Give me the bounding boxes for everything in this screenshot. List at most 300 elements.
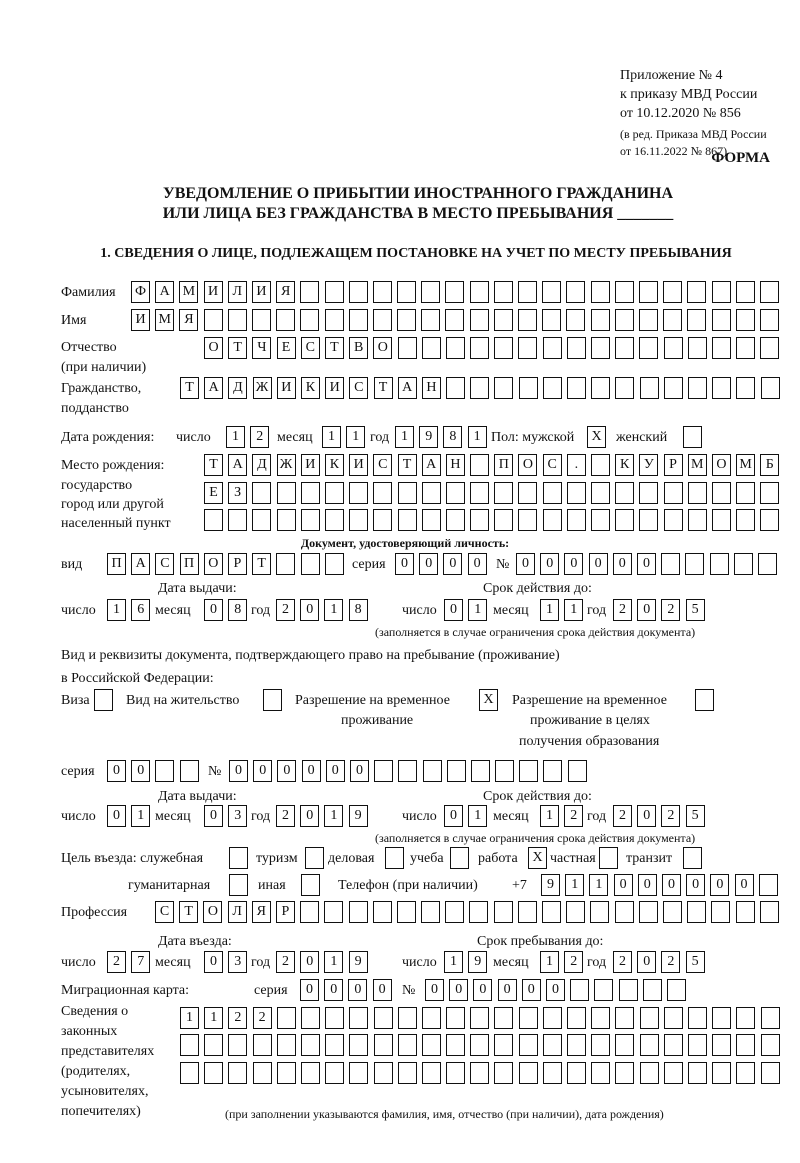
char-cell[interactable]: 0 (204, 951, 223, 973)
char-cell[interactable] (494, 1007, 513, 1029)
char-cell[interactable] (736, 901, 755, 923)
char-cell[interactable]: 1 (324, 805, 343, 827)
char-cell[interactable] (494, 377, 513, 399)
id-valid-day-field[interactable] (444, 599, 492, 621)
char-cell[interactable] (712, 337, 731, 359)
char-cell[interactable] (494, 482, 513, 504)
char-cell[interactable] (470, 482, 489, 504)
stay-until-year-field[interactable] (613, 951, 710, 973)
char-cell[interactable] (640, 1062, 659, 1084)
char-cell[interactable] (373, 309, 392, 331)
purpose-tourism-checkbox[interactable] (305, 847, 324, 869)
char-cell[interactable]: Р (276, 901, 295, 923)
profession-field[interactable] (155, 901, 784, 923)
char-cell[interactable] (180, 760, 199, 782)
char-cell[interactable] (639, 337, 658, 359)
char-cell[interactable] (301, 1062, 320, 1084)
char-cell[interactable]: 0 (637, 951, 656, 973)
char-cell[interactable] (494, 281, 513, 303)
char-cell[interactable]: 1 (589, 874, 608, 896)
char-cell[interactable]: 2 (253, 1007, 272, 1029)
char-cell[interactable] (422, 509, 441, 531)
char-cell[interactable] (542, 901, 561, 923)
char-cell[interactable]: 0 (498, 979, 517, 1001)
char-cell[interactable] (373, 901, 392, 923)
char-cell[interactable] (373, 482, 392, 504)
char-cell[interactable]: 5 (686, 805, 705, 827)
char-cell[interactable] (519, 1034, 538, 1056)
char-cell[interactable] (180, 1034, 199, 1056)
char-cell[interactable] (470, 509, 489, 531)
char-cell[interactable]: 9 (468, 951, 487, 973)
char-cell[interactable] (567, 1007, 586, 1029)
id-issue-day-field[interactable] (107, 599, 155, 621)
char-cell[interactable]: М (736, 454, 755, 476)
char-cell[interactable] (688, 482, 707, 504)
char-cell[interactable] (398, 482, 417, 504)
stay-valid-day-field[interactable] (444, 805, 492, 827)
char-cell[interactable]: Б (760, 454, 779, 476)
char-cell[interactable] (712, 482, 731, 504)
char-cell[interactable]: Ч (252, 337, 271, 359)
char-cell[interactable] (277, 1034, 296, 1056)
char-cell[interactable]: 1 (346, 426, 365, 448)
char-cell[interactable]: 2 (564, 951, 583, 973)
id-valid-year-field[interactable] (613, 599, 710, 621)
char-cell[interactable] (591, 509, 610, 531)
char-cell[interactable]: Ф (131, 281, 150, 303)
char-cell[interactable]: 2 (228, 1007, 247, 1029)
char-cell[interactable] (301, 1034, 320, 1056)
char-cell[interactable] (639, 281, 658, 303)
surname-field[interactable] (131, 281, 784, 303)
char-cell[interactable]: 8 (349, 599, 368, 621)
char-cell[interactable] (398, 1034, 417, 1056)
char-cell[interactable]: 0 (613, 553, 632, 575)
char-cell[interactable]: 0 (564, 553, 583, 575)
char-cell[interactable]: 5 (686, 951, 705, 973)
char-cell[interactable] (615, 482, 634, 504)
birth-place-field-2[interactable] (204, 482, 785, 504)
char-cell[interactable] (397, 281, 416, 303)
char-cell[interactable]: 0 (686, 874, 705, 896)
char-cell[interactable] (519, 1062, 538, 1084)
purpose-private-checkbox[interactable] (599, 847, 618, 869)
char-cell[interactable] (422, 337, 441, 359)
char-cell[interactable] (543, 760, 562, 782)
char-cell[interactable] (300, 281, 319, 303)
patronymic-field[interactable] (204, 337, 785, 359)
char-cell[interactable] (494, 1034, 513, 1056)
stay-number-field[interactable] (229, 760, 592, 782)
char-cell[interactable] (469, 901, 488, 923)
char-cell[interactable]: С (349, 377, 368, 399)
reps-field-1[interactable] (180, 1007, 785, 1029)
char-cell[interactable]: Н (446, 454, 465, 476)
char-cell[interactable]: 0 (468, 553, 487, 575)
char-cell[interactable] (204, 309, 223, 331)
char-cell[interactable]: Л (228, 901, 247, 923)
char-cell[interactable] (712, 1007, 731, 1029)
id-issue-month-field[interactable] (204, 599, 252, 621)
char-cell[interactable]: 0 (540, 553, 559, 575)
char-cell[interactable]: 0 (662, 874, 681, 896)
char-cell[interactable]: 0 (204, 805, 223, 827)
char-cell[interactable] (421, 309, 440, 331)
id-valid-month-field[interactable] (540, 599, 588, 621)
char-cell[interactable]: 0 (735, 874, 754, 896)
char-cell[interactable] (494, 337, 513, 359)
reps-field-3[interactable] (180, 1062, 785, 1084)
char-cell[interactable] (591, 377, 610, 399)
char-cell[interactable] (445, 281, 464, 303)
char-cell[interactable] (422, 1034, 441, 1056)
char-cell[interactable]: 1 (540, 599, 559, 621)
char-cell[interactable] (398, 337, 417, 359)
char-cell[interactable] (373, 509, 392, 531)
char-cell[interactable]: 0 (444, 599, 463, 621)
char-cell[interactable] (470, 454, 489, 476)
char-cell[interactable]: Т (180, 377, 199, 399)
char-cell[interactable] (591, 1062, 610, 1084)
char-cell[interactable] (712, 1062, 731, 1084)
char-cell[interactable]: 0 (302, 760, 321, 782)
char-cell[interactable]: 0 (348, 979, 367, 1001)
char-cell[interactable] (736, 482, 755, 504)
char-cell[interactable]: 1 (107, 599, 126, 621)
purpose-transit-checkbox[interactable] (683, 847, 702, 869)
char-cell[interactable]: С (155, 553, 174, 575)
char-cell[interactable]: 9 (349, 951, 368, 973)
name-field[interactable] (131, 309, 784, 331)
char-cell[interactable] (568, 760, 587, 782)
char-cell[interactable]: 2 (564, 805, 583, 827)
char-cell[interactable]: Ж (277, 454, 296, 476)
char-cell[interactable] (615, 1007, 634, 1029)
char-cell[interactable] (470, 1062, 489, 1084)
char-cell[interactable] (761, 1007, 780, 1029)
id-number-field[interactable] (516, 553, 782, 575)
char-cell[interactable]: 2 (250, 426, 269, 448)
char-cell[interactable]: О (204, 337, 223, 359)
entry-month-field[interactable] (204, 951, 252, 973)
char-cell[interactable] (252, 509, 271, 531)
char-cell[interactable] (422, 482, 441, 504)
char-cell[interactable]: 1 (395, 426, 414, 448)
birth-place-field-1[interactable] (204, 454, 785, 476)
char-cell[interactable]: 0 (107, 760, 126, 782)
char-cell[interactable] (276, 553, 295, 575)
char-cell[interactable]: 0 (107, 805, 126, 827)
char-cell[interactable]: Т (228, 337, 247, 359)
char-cell[interactable] (543, 1062, 562, 1084)
char-cell[interactable] (615, 1062, 634, 1084)
char-cell[interactable] (374, 760, 393, 782)
char-cell[interactable]: 2 (276, 599, 295, 621)
char-cell[interactable] (204, 1062, 223, 1084)
char-cell[interactable] (349, 309, 368, 331)
char-cell[interactable]: 9 (419, 426, 438, 448)
char-cell[interactable]: А (155, 281, 174, 303)
char-cell[interactable]: 0 (425, 979, 444, 1001)
char-cell[interactable] (688, 1007, 707, 1029)
char-cell[interactable] (688, 377, 707, 399)
char-cell[interactable] (204, 1034, 223, 1056)
char-cell[interactable]: Е (277, 337, 296, 359)
char-cell[interactable] (518, 482, 537, 504)
char-cell[interactable]: 0 (300, 951, 319, 973)
char-cell[interactable] (639, 309, 658, 331)
char-cell[interactable] (761, 1062, 780, 1084)
char-cell[interactable] (688, 1034, 707, 1056)
char-cell[interactable]: 0 (326, 760, 345, 782)
char-cell[interactable]: 5 (686, 599, 705, 621)
char-cell[interactable]: 1 (444, 951, 463, 973)
char-cell[interactable]: 0 (373, 979, 392, 1001)
char-cell[interactable]: И (349, 454, 368, 476)
char-cell[interactable]: С (301, 337, 320, 359)
char-cell[interactable]: И (131, 309, 150, 331)
char-cell[interactable] (349, 281, 368, 303)
char-cell[interactable]: 0 (614, 874, 633, 896)
char-cell[interactable]: 1 (565, 874, 584, 896)
char-cell[interactable] (591, 281, 610, 303)
char-cell[interactable] (591, 454, 610, 476)
char-cell[interactable] (736, 281, 755, 303)
char-cell[interactable] (301, 509, 320, 531)
char-cell[interactable] (688, 509, 707, 531)
char-cell[interactable]: П (107, 553, 126, 575)
char-cell[interactable]: С (373, 454, 392, 476)
char-cell[interactable] (567, 337, 586, 359)
sex-male-checkbox[interactable]: X (587, 426, 606, 448)
char-cell[interactable]: 0 (516, 553, 535, 575)
char-cell[interactable]: 1 (204, 1007, 223, 1029)
purpose-work-checkbox[interactable]: X (528, 847, 547, 869)
char-cell[interactable]: 0 (637, 553, 656, 575)
char-cell[interactable] (760, 309, 779, 331)
char-cell[interactable] (688, 337, 707, 359)
char-cell[interactable]: 0 (395, 553, 414, 575)
char-cell[interactable] (760, 509, 779, 531)
char-cell[interactable] (518, 901, 537, 923)
char-cell[interactable] (349, 901, 368, 923)
mc-number-field[interactable] (425, 979, 691, 1001)
char-cell[interactable] (277, 482, 296, 504)
char-cell[interactable]: К (301, 377, 320, 399)
char-cell[interactable] (685, 553, 704, 575)
char-cell[interactable] (664, 482, 683, 504)
char-cell[interactable]: К (325, 454, 344, 476)
char-cell[interactable] (570, 979, 589, 1001)
char-cell[interactable] (566, 309, 585, 331)
char-cell[interactable] (663, 309, 682, 331)
char-cell[interactable]: 0 (131, 760, 150, 782)
char-cell[interactable]: И (252, 281, 271, 303)
char-cell[interactable]: . (567, 454, 586, 476)
char-cell[interactable]: 2 (613, 951, 632, 973)
char-cell[interactable]: 3 (228, 951, 247, 973)
char-cell[interactable]: 1 (324, 599, 343, 621)
char-cell[interactable] (543, 377, 562, 399)
char-cell[interactable] (518, 509, 537, 531)
char-cell[interactable]: Т (252, 553, 271, 575)
char-cell[interactable] (325, 309, 344, 331)
char-cell[interactable] (663, 281, 682, 303)
char-cell[interactable] (519, 760, 538, 782)
char-cell[interactable]: И (325, 377, 344, 399)
char-cell[interactable]: А (204, 377, 223, 399)
char-cell[interactable] (543, 1007, 562, 1029)
char-cell[interactable] (252, 309, 271, 331)
char-cell[interactable] (300, 901, 319, 923)
char-cell[interactable] (567, 1034, 586, 1056)
char-cell[interactable] (494, 509, 513, 531)
char-cell[interactable]: И (204, 281, 223, 303)
char-cell[interactable]: 1 (468, 599, 487, 621)
char-cell[interactable] (760, 482, 779, 504)
phone-field[interactable] (541, 874, 783, 896)
char-cell[interactable] (519, 377, 538, 399)
char-cell[interactable] (446, 337, 465, 359)
char-cell[interactable]: 2 (107, 951, 126, 973)
char-cell[interactable]: 2 (661, 951, 680, 973)
char-cell[interactable] (446, 1062, 465, 1084)
char-cell[interactable] (446, 482, 465, 504)
char-cell[interactable] (567, 509, 586, 531)
char-cell[interactable] (228, 309, 247, 331)
birth-place-field-3[interactable] (204, 509, 785, 531)
char-cell[interactable]: В (349, 337, 368, 359)
char-cell[interactable] (615, 509, 634, 531)
char-cell[interactable]: Е (204, 482, 223, 504)
char-cell[interactable] (471, 760, 490, 782)
char-cell[interactable] (664, 337, 683, 359)
char-cell[interactable]: О (518, 454, 537, 476)
char-cell[interactable] (590, 901, 609, 923)
char-cell[interactable] (300, 309, 319, 331)
char-cell[interactable] (470, 377, 489, 399)
char-cell[interactable] (591, 337, 610, 359)
char-cell[interactable] (615, 337, 634, 359)
id-series-field[interactable] (395, 553, 492, 575)
char-cell[interactable] (494, 901, 513, 923)
char-cell[interactable]: 0 (253, 760, 272, 782)
char-cell[interactable] (664, 509, 683, 531)
char-cell[interactable]: 0 (324, 979, 343, 1001)
char-cell[interactable] (494, 1062, 513, 1084)
char-cell[interactable]: 0 (443, 553, 462, 575)
char-cell[interactable] (519, 1007, 538, 1029)
char-cell[interactable]: Д (228, 377, 247, 399)
char-cell[interactable] (710, 553, 729, 575)
char-cell[interactable]: О (204, 553, 223, 575)
char-cell[interactable]: А (131, 553, 150, 575)
char-cell[interactable] (687, 281, 706, 303)
purpose-study-checkbox[interactable] (450, 847, 469, 869)
char-cell[interactable] (664, 377, 683, 399)
stay-valid-year-field[interactable] (613, 805, 710, 827)
entry-day-field[interactable] (107, 951, 155, 973)
char-cell[interactable]: 2 (661, 805, 680, 827)
char-cell[interactable] (591, 482, 610, 504)
char-cell[interactable] (301, 1007, 320, 1029)
char-cell[interactable] (639, 901, 658, 923)
char-cell[interactable] (228, 1062, 247, 1084)
char-cell[interactable]: 9 (541, 874, 560, 896)
char-cell[interactable] (736, 1062, 755, 1084)
char-cell[interactable] (664, 1007, 683, 1029)
char-cell[interactable] (349, 1007, 368, 1029)
char-cell[interactable] (421, 281, 440, 303)
char-cell[interactable] (736, 377, 755, 399)
char-cell[interactable]: 6 (131, 599, 150, 621)
char-cell[interactable] (277, 1062, 296, 1084)
birth-month-field[interactable] (322, 426, 370, 448)
char-cell[interactable] (688, 1062, 707, 1084)
char-cell[interactable]: 0 (522, 979, 541, 1001)
char-cell[interactable] (277, 1007, 296, 1029)
char-cell[interactable] (446, 377, 465, 399)
char-cell[interactable]: 0 (637, 805, 656, 827)
char-cell[interactable]: 0 (300, 805, 319, 827)
char-cell[interactable]: 2 (613, 599, 632, 621)
char-cell[interactable] (712, 281, 731, 303)
char-cell[interactable] (495, 760, 514, 782)
char-cell[interactable] (567, 1062, 586, 1084)
purpose-other-checkbox[interactable] (301, 874, 320, 896)
char-cell[interactable] (470, 309, 489, 331)
citizenship-field[interactable] (180, 377, 785, 399)
char-cell[interactable] (276, 309, 295, 331)
char-cell[interactable] (446, 1007, 465, 1029)
stay-until-month-field[interactable] (540, 951, 588, 973)
char-cell[interactable] (761, 1034, 780, 1056)
char-cell[interactable] (594, 979, 613, 1001)
char-cell[interactable] (252, 482, 271, 504)
char-cell[interactable] (324, 901, 343, 923)
char-cell[interactable]: 0 (204, 599, 223, 621)
char-cell[interactable] (542, 309, 561, 331)
char-cell[interactable] (470, 337, 489, 359)
char-cell[interactable]: 0 (350, 760, 369, 782)
char-cell[interactable]: 0 (277, 760, 296, 782)
char-cell[interactable] (712, 309, 731, 331)
char-cell[interactable] (711, 901, 730, 923)
char-cell[interactable] (253, 1034, 272, 1056)
char-cell[interactable] (325, 1034, 344, 1056)
char-cell[interactable] (543, 1034, 562, 1056)
char-cell[interactable] (566, 281, 585, 303)
char-cell[interactable] (398, 760, 417, 782)
char-cell[interactable]: 0 (473, 979, 492, 1001)
char-cell[interactable] (761, 377, 780, 399)
char-cell[interactable] (664, 1062, 683, 1084)
char-cell[interactable] (760, 337, 779, 359)
char-cell[interactable]: 0 (419, 553, 438, 575)
char-cell[interactable]: 0 (637, 599, 656, 621)
char-cell[interactable] (228, 509, 247, 531)
char-cell[interactable] (664, 1034, 683, 1056)
char-cell[interactable] (615, 309, 634, 331)
stay-until-day-field[interactable] (444, 951, 492, 973)
char-cell[interactable]: 0 (589, 553, 608, 575)
char-cell[interactable]: 1 (540, 951, 559, 973)
char-cell[interactable]: 0 (710, 874, 729, 896)
char-cell[interactable]: С (155, 901, 174, 923)
char-cell[interactable] (518, 337, 537, 359)
char-cell[interactable]: О (712, 454, 731, 476)
